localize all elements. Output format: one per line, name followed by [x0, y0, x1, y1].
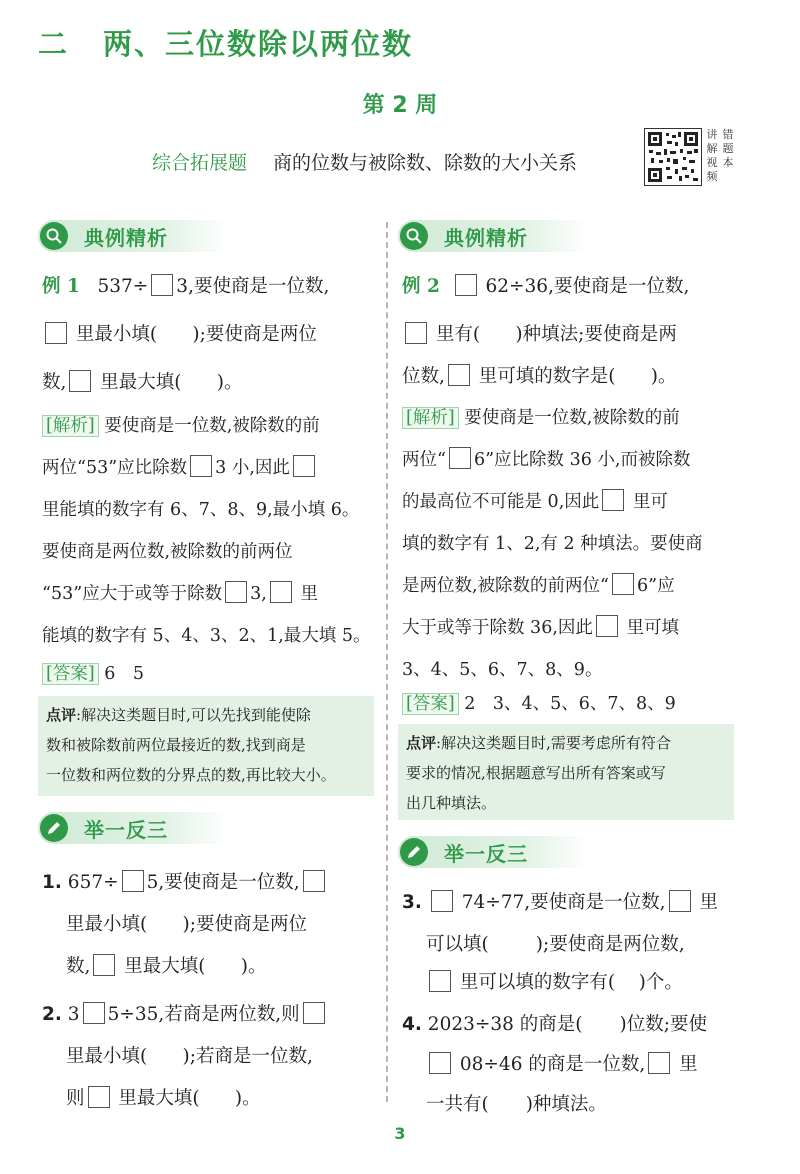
- chapter-title: 两、三位数除以两位数: [103, 27, 414, 61]
- blank-box: [448, 364, 470, 386]
- section-example-right: [398, 220, 588, 252]
- analysis-line-1: [解析] 要使商是一位数,被除数的前: [42, 412, 320, 437]
- blank-box: [449, 447, 471, 469]
- qr-caption: 讲 错 解 题 视 本 频: [706, 128, 734, 183]
- section-title: 典例精析: [84, 225, 168, 250]
- topic-title: 商的位数与被除数、除数的大小关系: [273, 152, 578, 174]
- example-1-line-3: 数, 里最大填( )。: [42, 372, 243, 393]
- blank-box: [151, 274, 173, 296]
- answer-line: [答案] 2 3、4、5、6、7、8、9: [402, 690, 676, 715]
- blank-box: [602, 489, 624, 511]
- analysis-line-2: 两位“53”应比除数 3 小,因此: [42, 454, 318, 479]
- example-1-line-1: 例 1 537÷ 3,要使商是一位数,: [42, 276, 330, 297]
- question-3-line-1: 3. 74÷77,要使商是一位数, 里: [402, 892, 718, 913]
- blank-box: [190, 455, 212, 477]
- blank-box: [293, 455, 315, 477]
- answer-line: [答案] 6 5: [42, 660, 144, 685]
- chapter-number: 二: [38, 27, 70, 61]
- blank-box: [596, 615, 618, 637]
- page-number: 3: [394, 1124, 406, 1143]
- analysis-line-1: [解析] 要使商是一位数,被除数的前: [402, 404, 680, 429]
- blank-box: [270, 581, 292, 603]
- blank-box: [669, 890, 691, 912]
- qr-code[interactable]: [644, 128, 702, 186]
- question-2-line-3: 则 里最大填( )。: [66, 1088, 261, 1109]
- question-4-line-1: 4. 2023÷38 的商是( )位数;要使: [402, 1014, 707, 1035]
- analysis-line-5: “53”应大于或等于除数 3, 里: [42, 580, 318, 605]
- analysis-line-7: 3、4、5、6、7、8、9。: [402, 660, 603, 680]
- blank-box: [405, 322, 427, 344]
- example-2-line-2: 里有( )种填法;要使商是两: [402, 320, 677, 346]
- blank-box: [429, 970, 451, 992]
- question-1-line-2: 里最小填( );要使商是两位: [66, 914, 307, 935]
- blank-box: [303, 870, 325, 892]
- section-title: 典例精析: [444, 225, 528, 250]
- question-1-line-1: 1. 657÷ 5,要使商是一位数,: [42, 868, 328, 894]
- blank-box: [303, 1002, 325, 1024]
- blank-box: [612, 573, 634, 595]
- blank-box: [93, 954, 115, 976]
- qr-pattern: [645, 129, 701, 185]
- example-2-line-3: 位数, 里可填的数字是( )。: [402, 366, 677, 387]
- column-divider: [386, 222, 388, 1102]
- question-3-line-2: 可以填( );要使商是两位数,: [426, 934, 685, 955]
- section-example-left: [38, 220, 228, 252]
- question-2-line-2: 里最小填( );若商是一位数,: [66, 1046, 313, 1067]
- blank-box: [45, 322, 67, 344]
- chapter-heading: [38, 22, 413, 63]
- example-1-line-2: 里最小填( );要使商是两位: [42, 320, 317, 346]
- question-2-line-1: 2. 3 5÷35,若商是两位数,则: [42, 1000, 328, 1026]
- section-title: 举一反三: [444, 841, 528, 866]
- topic-type: 综合拓展题: [152, 152, 248, 174]
- section-practice-left: [38, 812, 228, 844]
- blank-box: [455, 274, 477, 296]
- question-1-line-3: 数, 里最大填( )。: [66, 956, 267, 977]
- question-4-line-2: 08÷46 的商是一位数, 里: [426, 1050, 698, 1076]
- blank-box: [83, 1002, 105, 1024]
- analysis-line-2: 两位“ 6”应比除数 36 小,而被除数: [402, 446, 691, 471]
- blank-box: [648, 1052, 670, 1074]
- topic-line: [152, 148, 577, 175]
- pencil-icon: [400, 838, 428, 866]
- analysis-line-6: 能填的数字有 5、4、3、2、1,最大填 5。: [42, 626, 371, 646]
- search-icon: [400, 222, 428, 250]
- blank-box: [431, 890, 453, 912]
- review-box-right: 点评:解决这类题目时,需要考虑所有符合 要求的情况,根据题意写出所有答案或写 出几种填法。: [398, 724, 734, 820]
- blank-box: [225, 581, 247, 603]
- analysis-line-3: 的最高位不可能是 0,因此 里可: [402, 488, 668, 513]
- analysis-line-6: 大于或等于除数 36,因此 里可填: [402, 614, 679, 639]
- blank-box: [429, 1052, 451, 1074]
- question-4-line-3: 一共有( )种填法。: [426, 1094, 607, 1115]
- pencil-icon: [40, 814, 68, 842]
- section-title: 举一反三: [84, 817, 168, 842]
- analysis-line-5: 是两位数,被除数的前两位“ 6”应: [402, 572, 675, 597]
- analysis-line-4: 填的数字有 1、2,有 2 种填法。要使商: [402, 534, 703, 554]
- blank-box: [122, 870, 144, 892]
- analysis-line-3: 里能填的数字有 6、7、8、9,最小填 6。: [42, 500, 360, 520]
- blank-box: [88, 1086, 110, 1108]
- analysis-line-4: 要使商是两位数,被除数的前两位: [42, 542, 293, 562]
- question-3-line-3: 里可以填的数字有( )个。: [426, 968, 683, 994]
- blank-box: [69, 370, 91, 392]
- search-icon: [40, 222, 68, 250]
- review-box-left: 点评:解决这类题目时,可以先找到能使除 数和被除数前两位最接近的数,找到商是 一位数和两位数的分界点的数,再比较大小。: [38, 696, 374, 796]
- example-2-line-1: 例 2 62÷36,要使商是一位数,: [402, 276, 690, 297]
- section-practice-right: [398, 836, 588, 868]
- week-title: 第 2 周: [362, 93, 438, 118]
